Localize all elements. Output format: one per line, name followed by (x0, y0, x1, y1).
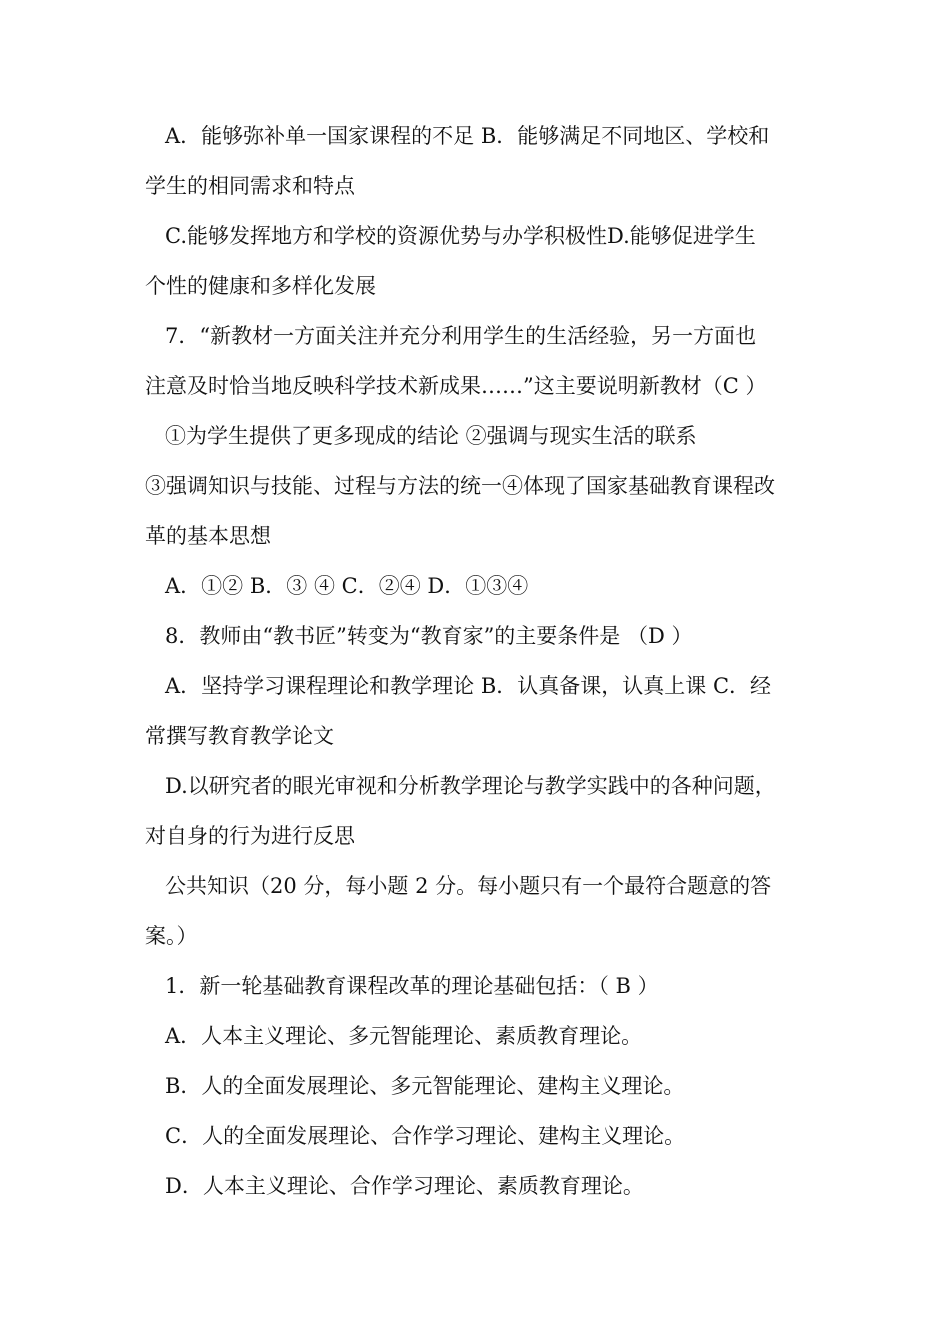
question-8-option-d-continuation: 对自身的行为进行反思 (145, 824, 355, 848)
option-b-continuation: 学生的相同需求和特点 (145, 174, 355, 198)
section-heading-continuation: 案。） (145, 924, 198, 948)
question-1-text: 1．新一轮基础教育课程改革的理论基础包括：（ B ） (165, 974, 659, 998)
question-1-option-b: B．人的全面发展理论、多元智能理论、建构主义理论。 (165, 1074, 685, 1098)
question-7-statements-continuation: 革的基本思想 (145, 524, 271, 548)
question-7-statements-3-4: ③强调知识与技能、过程与方法的统一④体现了国家基础教育课程改 (145, 474, 775, 498)
question-7-text: 7．“新教材一方面关注并充分利用学生的生活经验，另一方面也 (165, 324, 757, 348)
question-7-continuation: 注意及时恰当地反映科学技术新成果……”这主要说明新教材（C ） (145, 374, 767, 398)
question-7-statements-1-2: ①为学生提供了更多现成的结论 ②强调与现实生活的联系 (165, 424, 697, 448)
question-1-option-c: C．人的全面发展理论、合作学习理论、建构主义理论。 (165, 1124, 686, 1148)
option-d-continuation: 个性的健康和多样化发展 (145, 274, 376, 298)
option-a-line: A．能够弥补单一国家课程的不足 B．能够满足不同地区、学校和 (165, 124, 770, 148)
question-1-option-d: D．人本主义理论、合作学习理论、素质教育理论。 (165, 1174, 644, 1198)
section-heading: 公共知识（20 分，每小题 2 分。每小题只有一个最符合题意的答 (165, 874, 772, 898)
question-8-text: 8．教师由“教书匠”转变为“教育家”的主要条件是 （D ） (165, 624, 693, 648)
question-8-option-c-continuation: 常撰写教育教学论文 (145, 724, 334, 748)
question-8-option-d: D.以研究者的眼光审视和分析教学理论与教学实践中的各种问题， (165, 774, 776, 798)
question-8-options-abc: A．坚持学习课程理论和教学理论 B．认真备课，认真上课 C．经 (165, 674, 772, 698)
question-1-option-a: A．人本主义理论、多元智能理论、素质教育理论。 (165, 1024, 643, 1048)
option-c-d-line: C.能够发挥地方和学校的资源优势与办学积极性D.能够促进学生 (165, 224, 756, 248)
question-7-options: A．①② B．③ ④ C．②④ D．①③④ (165, 574, 529, 598)
